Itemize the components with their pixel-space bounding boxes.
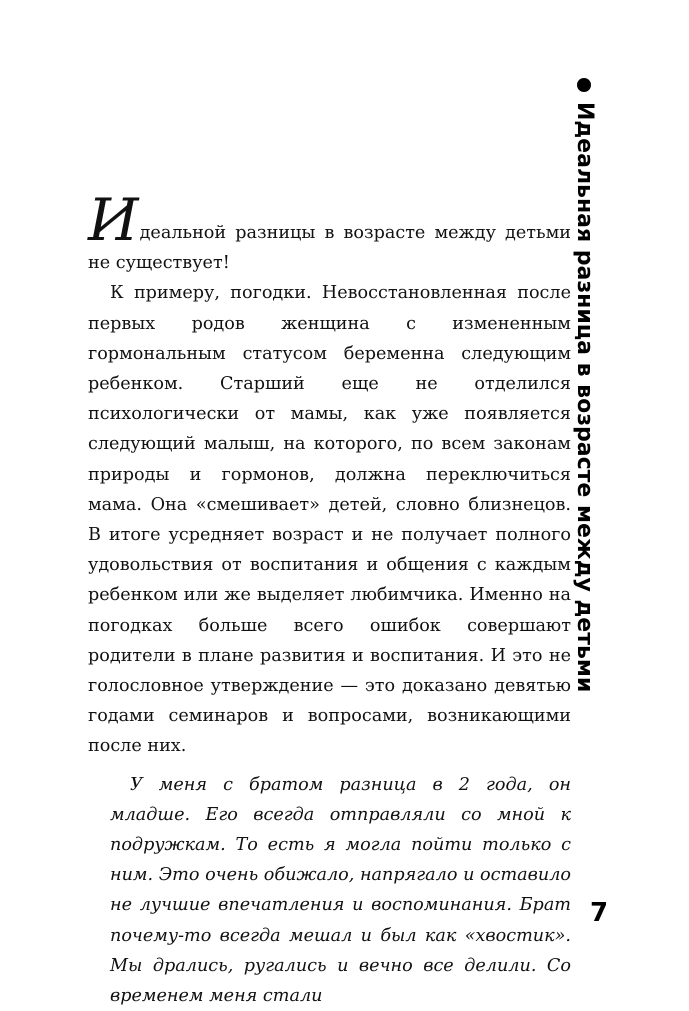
- page-number: 7: [590, 898, 609, 928]
- bullet-dot-icon: [577, 78, 591, 92]
- running-header: [566, 78, 602, 693]
- body-text: [88, 186, 571, 1011]
- intro-paragraph: [88, 186, 571, 278]
- intro-text: деальной разницы в возрасте между детьми не существует!: [88, 223, 571, 274]
- drop-cap: И: [88, 186, 139, 254]
- running-header-text: Идеальная разница в возрасте между детьми: [572, 102, 597, 693]
- main-paragraph: К примеру, погодки. Невосстановленная после первых родов женщина с измененным гормональным статусом беременна следующим ребенком. Старший еще не отделился психологически от мамы, как уже появляется следующий малыш, на которого, по всем законам природы и гормонов, должна переключиться мама. Она «смешивает» детей, словно близнецов. В итоге усредняет возраст и не получает полного удовольствия от воспитания и общения с каждым ребенком или же выделяет любимчика. Именно на погодках больше всего ошибок совершают родители в плане развития и воспитания. И это не голословное утверждение — это доказано девятью годами семинаров и вопросами, возникающими после них.: [88, 283, 571, 757]
- quote-paragraph: У меня с братом разница в 2 года, он младше. Его всегда отправляли со мной к подружкам. То есть я могла пойти только с ним. Это очень обижало, напрягало и оставило не лучшие впечатления и воспоминания. Брат почему-то всегда мешал и был как «хвостик». Мы дрались, ругались и вечно все делили. Со временем меня стали: [110, 774, 571, 1007]
